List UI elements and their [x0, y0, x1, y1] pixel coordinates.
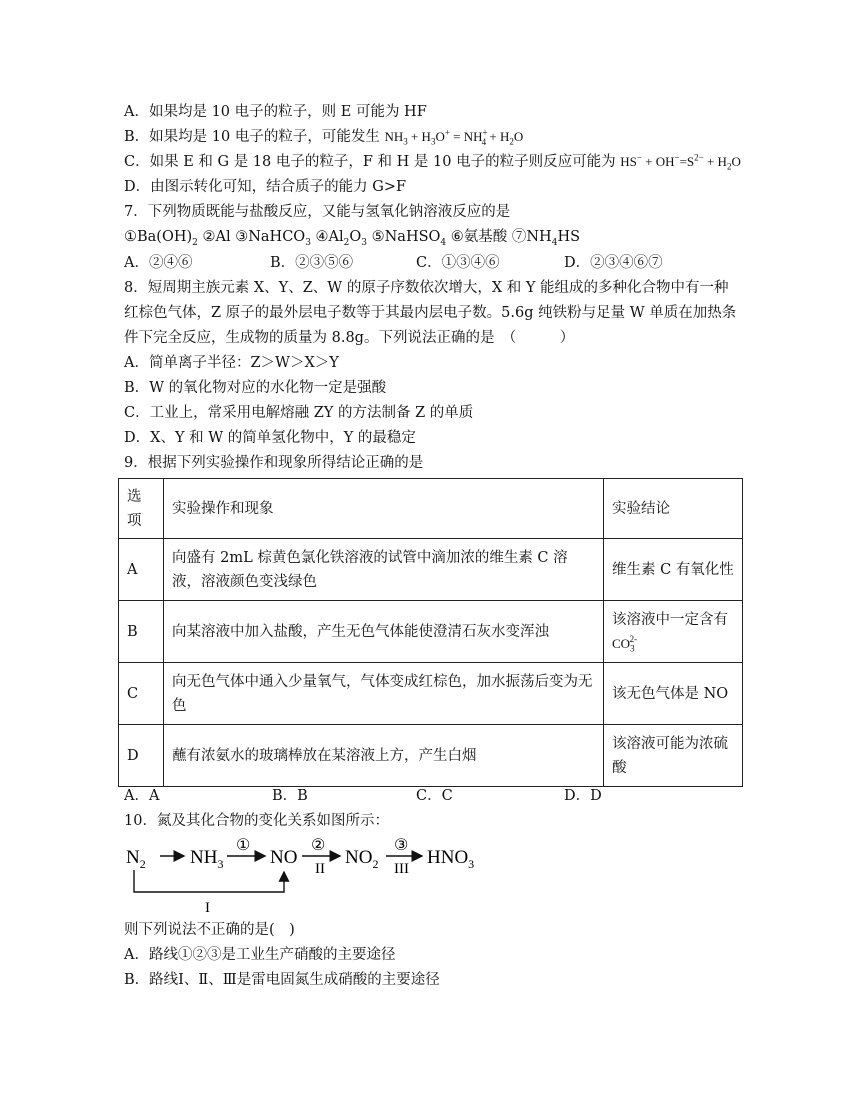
- row-operation: 向某溶液中加入盐酸，产生无色气体能使澄清石灰水变浑浊: [164, 601, 604, 663]
- q9-option-c: C．C: [416, 788, 453, 804]
- eq-sup: 2−: [694, 152, 704, 163]
- q7-option-d: D．②③④⑥⑦: [564, 255, 663, 271]
- eq-part: + H: [407, 129, 431, 144]
- eq-part: =S: [679, 154, 695, 169]
- eq-part: + H: [486, 129, 510, 144]
- row-conclusion: 维生素 C 有氧化性: [604, 539, 743, 601]
- q6-option-c-text: C．如果 E 和 G 是 18 电子的粒子，F 和 H 是 10 电子的粒子则反应可能为: [124, 154, 616, 170]
- eq-sup: −: [674, 152, 680, 163]
- q6-option-c: [124, 152, 741, 172]
- q7-item: ④Al: [310, 229, 344, 245]
- header-operation: 实验操作和现象: [164, 479, 604, 539]
- eq-part: + H: [703, 154, 727, 169]
- table-row: [119, 663, 743, 725]
- q6-option-b-equation: [384, 127, 524, 147]
- eq-sub: 2: [509, 136, 514, 147]
- header-option: 选项: [119, 479, 164, 539]
- q7-option-a: A．②④⑥: [124, 255, 193, 271]
- formula-part: CO: [612, 635, 631, 651]
- q8-stem-line2: 红棕色气体，Z 原子的最外层电子数等于其最内层电子数。5.6g 纯铁粉与足量 W 单质在加热条: [124, 305, 737, 321]
- q8-option-a: A．简单离子半径：Z＞W＞X＞Y: [124, 355, 339, 371]
- q7-item: ①Ba(OH): [124, 229, 193, 245]
- eq-sup: +: [482, 127, 488, 138]
- q7-item-sub: 4: [440, 237, 447, 248]
- eq-part: O: [731, 154, 741, 169]
- table-header-row: [119, 479, 743, 539]
- q9-option-b: B．B: [272, 788, 308, 804]
- species-n2: $N_2$: [126, 847, 146, 871]
- q6-option-b: [124, 127, 523, 147]
- q7-item-sub: 4: [551, 237, 558, 248]
- label-route-i: I: [205, 900, 210, 916]
- table-row: [119, 725, 743, 787]
- q10-option-b: B．路线Ⅰ、Ⅱ、Ⅲ是雷电固氮生成硝酸的主要途径: [124, 972, 440, 988]
- row-option: D: [119, 725, 164, 787]
- q7-item: HS: [557, 229, 581, 245]
- table-row: [119, 601, 743, 663]
- q7-item: ⑤NaHSO: [367, 229, 441, 245]
- q9-option-d: D．D: [564, 788, 602, 804]
- table-row: [119, 539, 743, 601]
- q7-items: [124, 227, 580, 247]
- q7-item: ②Al ③NaHCO: [197, 229, 306, 245]
- row-conclusion: [604, 601, 743, 663]
- eq-part: NH: [384, 129, 404, 144]
- q6-option-b-text: B．如果均是 10 电子的粒子，可能发生: [124, 129, 380, 145]
- species-nh3: $NH_3$: [190, 847, 224, 871]
- q7-item-sub: 3: [305, 237, 311, 248]
- eq-part: HS: [620, 154, 637, 169]
- q7-item: ⑥氨基酸 ⑦NH: [446, 229, 552, 245]
- nitrogen-cycle-diagram: [124, 830, 504, 920]
- q6-option-a: A．如果均是 10 电子的粒子，则 E 可能为 HF: [124, 104, 427, 120]
- q7-item-sub: 2: [192, 237, 198, 248]
- eq-sup: +: [444, 127, 450, 138]
- q7-item: O: [349, 229, 362, 245]
- label-route-ii: II: [315, 861, 325, 877]
- row-operation: 向无色气体中通入少量氧气，气体变成红棕色，加水振荡后变为无色: [164, 663, 604, 725]
- q7-stem: 7．下列物质既能与盐酸反应，又能与氢氧化钠溶液反应的是: [124, 204, 511, 220]
- eq-part: = NH: [449, 129, 483, 144]
- eq-part: + OH: [641, 154, 675, 169]
- row-option: A: [119, 539, 164, 601]
- row-option: C: [119, 663, 164, 725]
- row-operation: 向盛有 2mL 棕黄色氯化铁溶液的试管中滴加浓的维生素 C 溶液，溶液颜色变浅绿色: [164, 539, 604, 601]
- q7-item-sub: 2: [343, 237, 350, 248]
- formula-sup: 2-: [629, 634, 638, 645]
- q9-stem: 9．根据下列实验操作和现象所得结论正确的是: [124, 455, 424, 471]
- q9-table: [118, 478, 743, 787]
- q10-option-a: A．路线①②③是工业生产硝酸的主要途径: [124, 947, 396, 963]
- formula-sub: 3: [630, 643, 635, 654]
- species-hno3: $HNO_3$: [427, 847, 475, 871]
- eq-sup: −: [636, 152, 642, 163]
- header-conclusion: 实验结论: [604, 479, 743, 539]
- arrow-route-i: [134, 870, 284, 892]
- row-conclusion: 该无色气体是 NO: [604, 663, 743, 725]
- q9-option-a: A．A: [124, 788, 160, 804]
- row-conclusion: 该溶液可能为浓硫酸: [604, 725, 743, 787]
- label-step-3: ③: [394, 837, 409, 854]
- eq-sub: 3: [403, 136, 408, 147]
- label-step-2: ②: [311, 837, 326, 854]
- species-no: NO: [270, 847, 298, 868]
- q8-option-c: C．工业上，常采用电解熔融 ZY 的方法制备 Z 的单质: [124, 405, 474, 421]
- q7-option-b: B．②③⑤⑥: [270, 255, 354, 271]
- carbonate-formula: [612, 634, 638, 654]
- row-option: B: [119, 601, 164, 663]
- q7-item-sub: 3: [361, 237, 367, 248]
- q8-option-b: B．W 的氧化物对应的水化物一定是强酸: [124, 380, 387, 396]
- eq-sub: 2: [726, 161, 732, 172]
- eq-part: O: [513, 129, 524, 144]
- label-route-iii: III: [394, 861, 409, 877]
- species-no2: $NO_2$: [345, 847, 379, 871]
- eq-part: O: [435, 129, 445, 144]
- q8-stem-line1: 8．短周期主族元素 X、Y、Z、W 的原子序数依次增大，X 和 Y 能组成的多种化合物中有一种: [124, 280, 729, 296]
- eq-sub: 4: [481, 136, 487, 147]
- q10-question: 则下列说法不正确的是( ): [124, 922, 295, 938]
- eq-sub: 3: [430, 136, 436, 147]
- q6-option-d: D．由图示转化可知，结合质子的能力 G>F: [124, 179, 407, 195]
- q8-stem-line3: 件下完全反应，生成物的质量为 8.8g。下列说法正确的是 （ ）: [124, 330, 575, 346]
- q10-stem: 10．氮及其化合物的变化关系如图所示：: [124, 813, 389, 829]
- q7-option-c: C．①③④⑥: [416, 255, 500, 271]
- conclusion-text: 该溶液中一定含有: [612, 611, 728, 628]
- q6-option-c-equation: [620, 152, 741, 172]
- label-step-1: ①: [236, 837, 251, 854]
- q8-option-d: D．X、Y 和 W 的简单氢化物中，Y 的最稳定: [124, 430, 416, 446]
- row-operation: 蘸有浓氨水的玻璃棒放在某溶液上方，产生白烟: [164, 725, 604, 787]
